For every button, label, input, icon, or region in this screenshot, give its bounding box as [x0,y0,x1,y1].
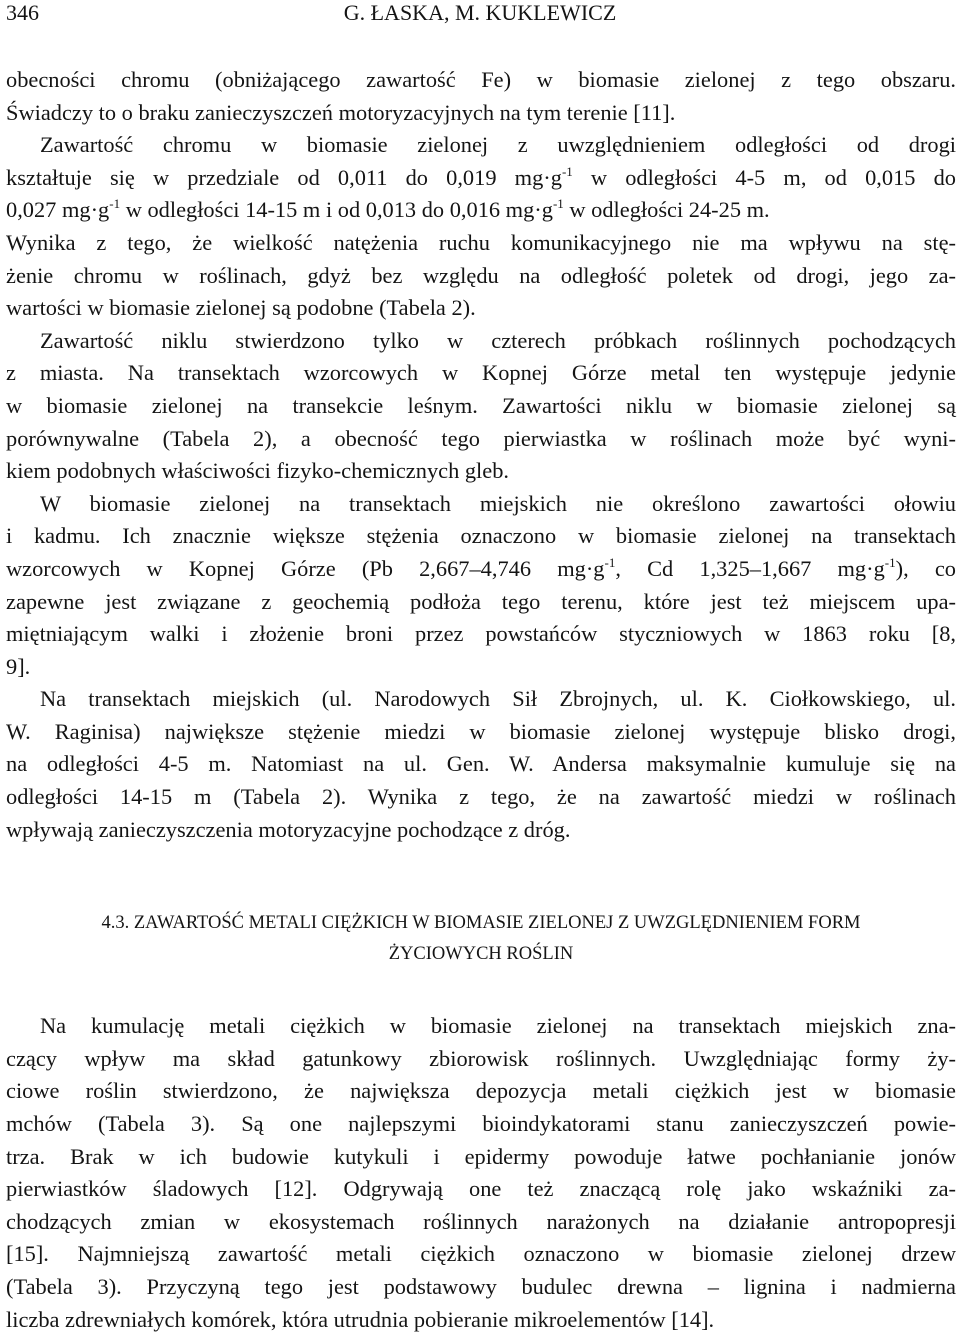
text-line: porównywalne (Tabela 2), a obecność tego pierwiastka w roślinach może być wyni- [6,425,956,451]
text-line: Zawartość chromu w biomasie zielonej z uwzględnieniem odległości od drogi [40,132,956,158]
text-line: W. Raginisa) największe stężenie miedzi w biomasie zielonej występuje blisko drogi, [6,718,956,744]
superscript: -1 [109,196,121,212]
text-line: żenie chromu w roślinach, gdyż bez względu na odległość poletek od drogi, jego za- [6,262,956,288]
body-text [6,64,956,1336]
section-heading [6,908,956,970]
text-line: chodzących zmian w ekosystemach roślinnych narażonych na działanie antropopresji [6,1208,956,1234]
text-line: mchów (Tabela 3). Są one najlepszymi bioindykatorami stanu zanieczyszczeń powie- [6,1111,956,1137]
text-line: kształtuje się w przedziale od 0,011 do 0,019 $mg\cdot g^{-1}$ w odległości 4-5 m, od 0,015 do [6,163,956,190]
text-line: na odległości 4-5 m. Natomiast na ul. Gen. W. Andersa maksymalnie kumuluje się na [6,751,956,777]
text-line: wzorcowych w Kopnej Górze (Pb 2,667–4,746 $mg\cdot g^{-1}$, Cd 1,325–1,667 $mg\cdot g^{-1}$), co [6,554,956,581]
text-line: obecności chromu (obniżającego zawartość Fe) w biomasie zielonej z tego obszaru. [6,67,956,92]
page-number: 346 [6,0,39,25]
superscript: -1 [561,163,573,179]
text-line: Wynika z tego, że wielkość natężenia ruchu komunikacyjnego nie ma wpływu na stę- [6,229,956,255]
text-line: Świadczy to o braku zanieczyszczeń motoryzacyjnych na tym terenie [11]. [6,99,676,125]
text-line: zapewne jest związane z geochemią podłoża tego terenu, które jest też miejscem upa- [6,588,956,614]
text-line: Zawartość niklu stwierdzono tylko w czterech próbkach roślinnych pochodzących [40,327,956,353]
text-line: z miasta. Na transektach wzorcowych w Kopnej Górze metal ten występuje jedynie [6,360,956,386]
text-line: (Tabela 3). Przyczyną tego jest podstawowy budulec drewna – lignina i nadmierna [6,1274,956,1299]
text-line: liczba zdrewniałych komórek, która utrudnia pobieranie mikroelementów [14]. [6,1306,715,1332]
text-line: w biomasie zielonej na transekcie leśnym. Zawartości niklu w biomasie zielonej są [6,392,956,418]
text-line: kiem podobnych właściwości fizyko-chemicznych gleb. [6,458,510,484]
text-line: pierwiastków śladowych [12]. Odgrywają one też znaczącą rolę jako wskaźniki za- [6,1176,956,1202]
page-header [0,0,960,30]
text-line: [15]. Najmniejszą zawartość metali ciężkich oznaczono w biomasie zielonej drzew [6,1241,956,1267]
text-line: odległości 14-15 m (Tabela 2). Wynika z tego, że na zawartość miedzi w roślinach [6,784,956,810]
text-line: trza. Brak w ich budowie kutykuli i epidermy powoduje łatwe pochłanianie jonów [6,1143,956,1169]
text-line: wartości w biomasie zielonej są podobne (Tabela 2). [6,295,476,321]
text-line: ciowe roślin stwierdzono, że największa depozycja metali ciężkich jest w biomasie [6,1078,956,1104]
superscript: -1 [884,554,896,570]
text-line: Na transektach miejskich (ul. Narodowych Sił Zbrojnych, ul. K. Ciołkowskiego, ul. [40,686,956,712]
text-line: wpływają zanieczyszczenia motoryzacyjne pochodzące z dróg. [6,816,571,842]
section-heading-line: ŻYCIOWYCH ROŚLIN [388,944,574,965]
text-line: Na kumulację metali ciężkich w biomasie zielonej na transektach miejskich zna- [40,1013,956,1039]
superscript: -1 [552,196,564,212]
superscript: -1 [604,554,616,570]
text-line: 9]. [6,653,31,679]
text-line: i kadmu. Ich znacznie większe stężenia oznaczono w biomasie zielonej na transektach [6,523,956,549]
section-heading-line: 4.3. ZAWARTOŚĆ METALI CIĘŻKICH W BIOMASIE ZIELONEJ Z UWZGLĘDNIENIEM FORM [101,913,861,934]
text-line: miętniającym walki i złożenie broni przez powstańców styczniowych w 1863 roku [8, [6,621,956,647]
text-line: W biomasie zielonej na transektach miejskich nie określono zawartości ołowiu [40,490,956,516]
running-head: G. ŁASKA, M. KUKLEWICZ [343,0,617,25]
text-line: 0,027 $mg\cdot g^{-1}$ w odległości 14-15 m i od 0,013 do 0,016 $mg\cdot g^{-1}$ w odległości 24-25 m. [6,196,770,223]
text-line: czący wpływ ma skład gatunkowy zbiorowisk roślinnych. Uwzględniając formy ży- [6,1045,956,1071]
